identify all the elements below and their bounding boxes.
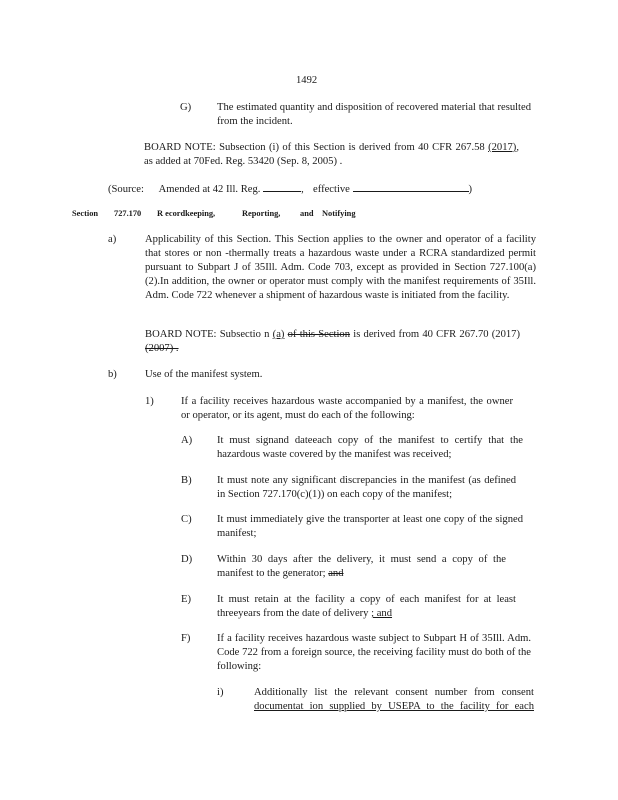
source-amended: Amended at 42 Ill. Reg. [158,184,261,195]
item-label-G: G) [180,102,192,113]
item-text-D [217,553,506,581]
item-label-i: i) [217,687,224,698]
board-note-1-lead: BOARD NOTE: Subsection (i) of this Section is derived from 40 CFR 267.58 [144,142,485,153]
board-note-1-inserted-citation: (2017) [488,142,517,153]
source-effective-blank [353,181,469,192]
board-note-2-struck: of this Section [287,329,351,340]
item-text-B: It must note any significant discrepancies in the manifest (as defined in Section 727.170(c)(1)) on each copy of the manifest; [217,475,516,500]
source-line: (Source: Amended at 42 Ill. Reg. , effective ) [108,181,498,197]
board-note-2 [145,328,520,356]
item-text-E [217,593,516,621]
board-note-2-struck-year: (2007) . [145,343,179,354]
item-text-G: The estimated quantity and disposition of recovered material that resulted from the incident. [217,102,531,127]
item-text-A: It must signand dateeach copy of the manifest to certify that the hazardous waste covered by the manifest was received; [217,435,523,460]
item-label-b1: 1) [145,396,154,407]
source-register-blank [263,181,301,192]
item-text-b: Use of the manifest system. [145,369,263,380]
item-text-D-struck: and [328,568,344,579]
section-title-reporting: Reporting, [242,209,281,218]
source-close: ) [468,184,473,195]
board-note-2-lead: BOARD NOTE: Subsectio n [145,329,270,340]
item-text-F: If a facility receives hazardous waste subject to Subpart H of 35Ill. Adm. Code 722 from a foreign source, the receiving facility must do both of the following: [217,633,531,672]
item-label-A: A) [181,435,193,446]
item-label-F: F) [181,633,191,644]
item-label-C: C) [181,514,192,525]
source-lead: (Source: [108,184,144,195]
page-number: 1492 [296,75,318,86]
item-label-E: E) [181,594,191,605]
board-note-2-mid: is derived from 40 CFR 267.70 (2017) [353,329,521,340]
board-note-1-tail: , as added at 70Fed. Reg. 53420 (Sep. 8, 2005) . [144,142,519,167]
section-label: Section [72,209,99,218]
item-text-i-line2: documentat ion supplied by USEPA to the facility for each [254,701,534,712]
source-effective: effective [313,184,350,195]
section-title-notifying: Notifying [322,209,356,218]
item-text-b1: If a facility receives hazardous waste accompanied by a manifest, the owner or operator, or its agent, must do each of the following: [181,396,513,421]
item-text-E-inserted: ; and [371,608,393,619]
item-text-i-line1: Additionally list the relevant consent number from consent [254,687,534,698]
item-text-E-body: It must retain at the facility a copy of each manifest for at least threeyears from the date of delivery [217,594,516,619]
item-label-B: B) [181,475,192,486]
item-text-a: Applicability of this Section. This Section applies to the owner and operator of a facility that stores or non -thermally treats a hazardous waste under a RCRA standardized permit pursuant to Subpart J of 35Ill. Adm. Code 703, except as provided in Section 727.100(a)(2).In addition, the owner or operator must comply with the manifest requirements of 35Ill. Adm. Code 722 whenever a shipment of hazardous waste is initiated from the facility. [145,234,536,301]
item-label-a: a) [108,234,117,245]
item-label-b: b) [108,369,117,380]
section-title-recordkeeping: R ecordkeeping, [157,209,216,218]
board-note-2-inserted: (a) [272,329,285,340]
item-label-D: D) [181,554,193,565]
item-text-C: It must immediately give the transporter at least one copy of the signed manifest; [217,514,523,539]
item-text-D-body: Within 30 days after the delivery, it must send a copy of the manifest to the generator; [217,554,506,579]
board-note-1 [144,141,519,169]
section-title-and: and [300,209,314,218]
section-number: 727.170 [114,209,142,218]
